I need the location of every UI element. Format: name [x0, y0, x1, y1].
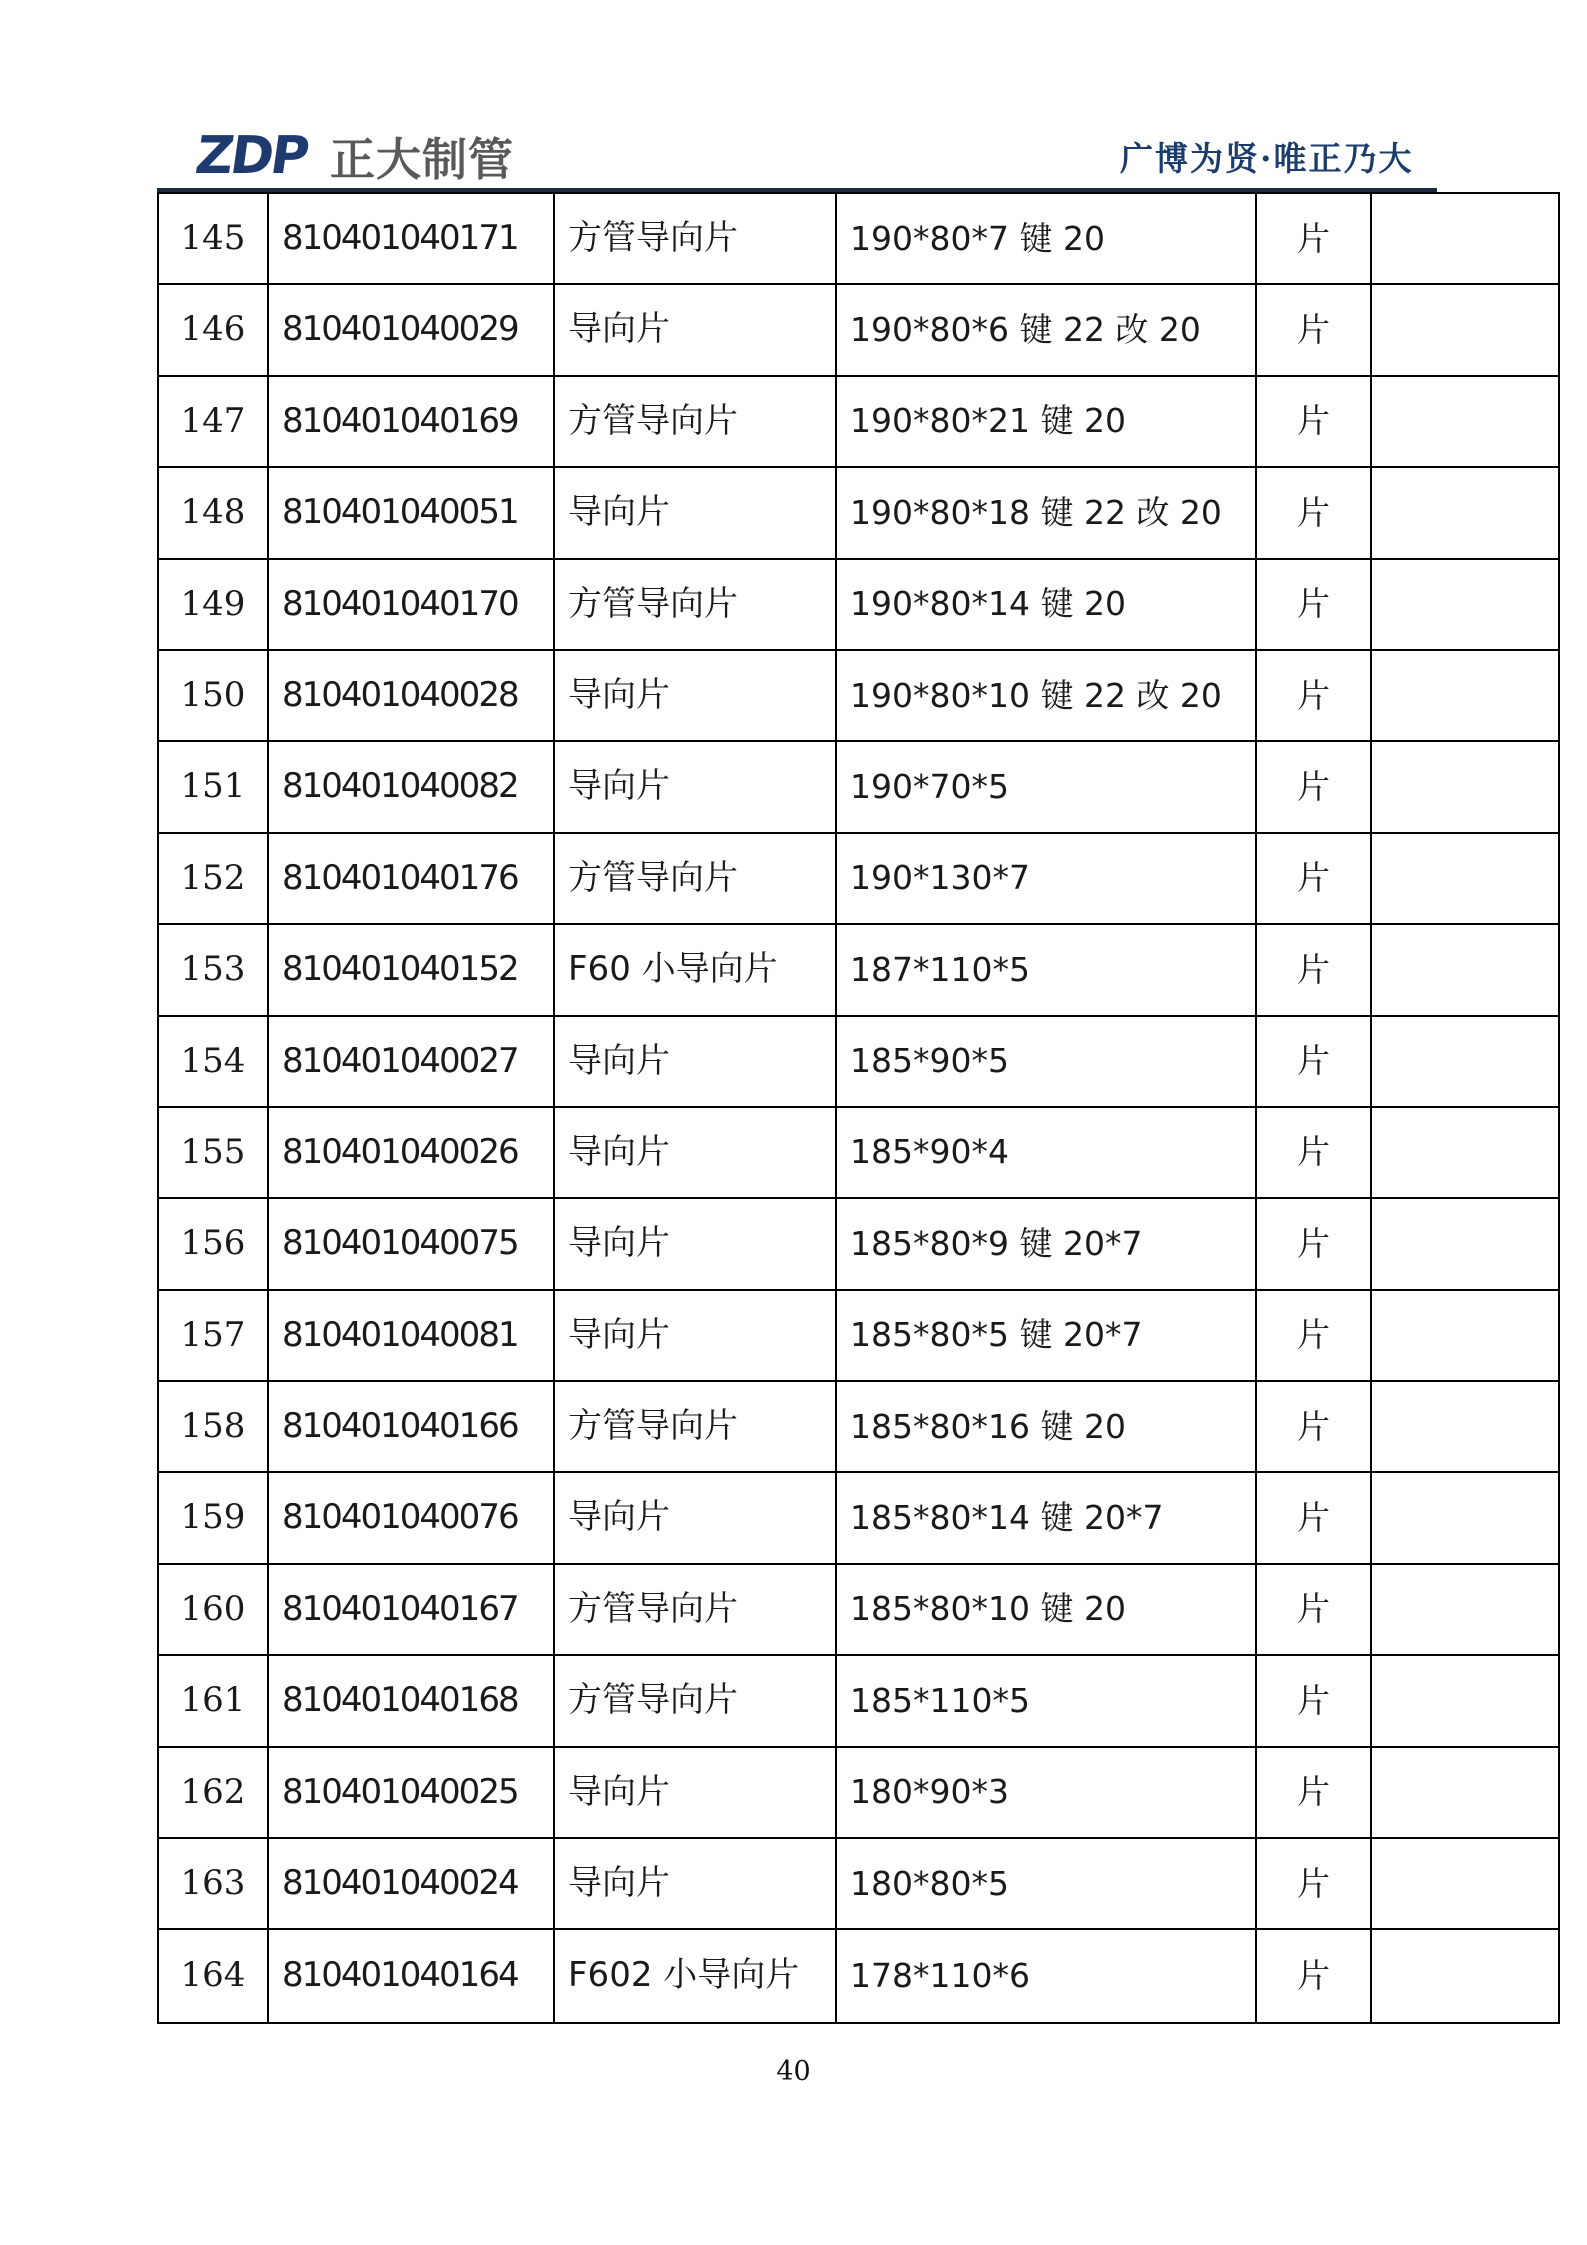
cell-extra [1372, 1473, 1558, 1562]
cell-code: 810401040169 [269, 377, 555, 466]
cell-unit: 片 [1257, 1930, 1372, 2021]
table-row [159, 377, 1558, 468]
cell-unit: 片 [1257, 1017, 1372, 1106]
cell-code: 810401040029 [269, 285, 555, 374]
cell-code: 810401040024 [269, 1839, 555, 1928]
cell-unit: 片 [1257, 1839, 1372, 1928]
cell-no: 152 [159, 834, 269, 923]
cell-no: 155 [159, 1108, 269, 1197]
cell-name: 方管导向片 [555, 377, 837, 466]
table-row [159, 194, 1558, 285]
cell-code: 810401040176 [269, 834, 555, 923]
cell-spec: 178*110*6 [837, 1930, 1257, 2021]
cell-no: 148 [159, 468, 269, 557]
cell-code: 810401040082 [269, 742, 555, 831]
page-number: 40 [776, 2056, 811, 2087]
cell-unit: 片 [1257, 1565, 1372, 1654]
zdp-logo-mark: ZDP [191, 126, 311, 186]
cell-spec: 185*110*5 [837, 1656, 1257, 1745]
cell-spec: 185*90*5 [837, 1017, 1257, 1106]
cell-no: 145 [159, 194, 269, 283]
cell-extra [1372, 1930, 1558, 2021]
cell-no: 160 [159, 1565, 269, 1654]
cell-code: 810401040171 [269, 194, 555, 283]
cell-extra [1372, 1199, 1558, 1288]
cell-name: 方管导向片 [555, 560, 837, 649]
cell-extra [1372, 1565, 1558, 1654]
cell-spec: 190*80*10 键 22 改 20 [837, 651, 1257, 740]
cell-unit: 片 [1257, 1199, 1372, 1288]
company-logo [191, 126, 514, 186]
table-row [159, 1108, 1558, 1199]
cell-unit: 片 [1257, 285, 1372, 374]
cell-code: 810401040025 [269, 1748, 555, 1837]
parts-table-body [159, 194, 1558, 2022]
cell-spec: 180*80*5 [837, 1839, 1257, 1928]
cell-no: 159 [159, 1473, 269, 1562]
cell-unit: 片 [1257, 560, 1372, 649]
cell-code: 810401040027 [269, 1017, 555, 1106]
cell-name: F60 小导向片 [555, 925, 837, 1014]
cell-extra [1372, 468, 1558, 557]
cell-name: 导向片 [555, 1017, 837, 1106]
table-row [159, 1656, 1558, 1747]
cell-name: 方管导向片 [555, 194, 837, 283]
cell-spec: 185*80*9 键 20*7 [837, 1199, 1257, 1288]
cell-no: 154 [159, 1017, 269, 1106]
cell-extra [1372, 925, 1558, 1014]
cell-extra [1372, 742, 1558, 831]
cell-extra [1372, 194, 1558, 283]
cell-unit: 片 [1257, 377, 1372, 466]
cell-unit: 片 [1257, 1473, 1372, 1562]
cell-extra [1372, 651, 1558, 740]
cell-code: 810401040051 [269, 468, 555, 557]
table-row [159, 742, 1558, 833]
cell-no: 158 [159, 1382, 269, 1471]
table-row [159, 1839, 1558, 1930]
cell-unit: 片 [1257, 1748, 1372, 1837]
cell-unit: 片 [1257, 1656, 1372, 1745]
cell-spec: 185*90*4 [837, 1108, 1257, 1197]
cell-name: 导向片 [555, 1748, 837, 1837]
parts-table [157, 192, 1560, 2024]
cell-spec: 190*80*14 键 20 [837, 560, 1257, 649]
table-row [159, 468, 1558, 559]
cell-code: 810401040076 [269, 1473, 555, 1562]
cell-code: 810401040164 [269, 1930, 555, 2021]
cell-spec: 190*80*6 键 22 改 20 [837, 285, 1257, 374]
cell-unit: 片 [1257, 1291, 1372, 1380]
cell-name: 方管导向片 [555, 834, 837, 923]
cell-code: 810401040152 [269, 925, 555, 1014]
cell-no: 157 [159, 1291, 269, 1380]
cell-spec: 190*80*7 键 20 [837, 194, 1257, 283]
cell-extra [1372, 560, 1558, 649]
cell-extra [1372, 1291, 1558, 1380]
cell-code: 810401040170 [269, 560, 555, 649]
cell-unit: 片 [1257, 1382, 1372, 1471]
cell-spec: 185*80*5 键 20*7 [837, 1291, 1257, 1380]
cell-spec: 190*80*18 键 22 改 20 [837, 468, 1257, 557]
table-row [159, 651, 1558, 742]
cell-extra [1372, 377, 1558, 466]
cell-code: 810401040026 [269, 1108, 555, 1197]
cell-code: 810401040081 [269, 1291, 555, 1380]
table-row [159, 1382, 1558, 1473]
cell-unit: 片 [1257, 742, 1372, 831]
cell-extra [1372, 1748, 1558, 1837]
cell-no: 156 [159, 1199, 269, 1288]
cell-extra [1372, 1839, 1558, 1928]
table-row [159, 1565, 1558, 1656]
cell-extra [1372, 1382, 1558, 1471]
cell-unit: 片 [1257, 834, 1372, 923]
cell-spec: 185*80*10 键 20 [837, 1565, 1257, 1654]
cell-code: 810401040028 [269, 651, 555, 740]
cell-name: 方管导向片 [555, 1565, 837, 1654]
cell-name: 导向片 [555, 651, 837, 740]
cell-name: 导向片 [555, 1199, 837, 1288]
cell-name: 导向片 [555, 468, 837, 557]
cell-name: 导向片 [555, 1108, 837, 1197]
cell-unit: 片 [1257, 925, 1372, 1014]
cell-spec: 190*80*21 键 20 [837, 377, 1257, 466]
cell-name: 方管导向片 [555, 1656, 837, 1745]
table-row [159, 834, 1558, 925]
cell-spec: 185*80*16 键 20 [837, 1382, 1257, 1471]
table-row [159, 1291, 1558, 1382]
table-row [159, 1748, 1558, 1839]
cell-no: 150 [159, 651, 269, 740]
cell-no: 151 [159, 742, 269, 831]
cell-name: 导向片 [555, 1291, 837, 1380]
table-row [159, 1017, 1558, 1108]
table-row [159, 1930, 1558, 2021]
cell-extra [1372, 1108, 1558, 1197]
cell-no: 163 [159, 1839, 269, 1928]
cell-code: 810401040075 [269, 1199, 555, 1288]
cell-name: 导向片 [555, 742, 837, 831]
cell-name: 方管导向片 [555, 1382, 837, 1471]
cell-extra [1372, 1656, 1558, 1745]
cell-name: 导向片 [555, 285, 837, 374]
cell-extra [1372, 834, 1558, 923]
cell-no: 146 [159, 285, 269, 374]
cell-code: 810401040168 [269, 1656, 555, 1745]
cell-spec: 187*110*5 [837, 925, 1257, 1014]
cell-name: 导向片 [555, 1473, 837, 1562]
table-row [159, 1199, 1558, 1290]
company-name: 正大制管 [329, 133, 514, 186]
cell-no: 164 [159, 1930, 269, 2021]
cell-spec: 180*90*3 [837, 1748, 1257, 1837]
cell-no: 147 [159, 377, 269, 466]
table-row [159, 560, 1558, 651]
cell-spec: 190*130*7 [837, 834, 1257, 923]
table-row [159, 925, 1558, 1016]
cell-no: 162 [159, 1748, 269, 1837]
cell-code: 810401040167 [269, 1565, 555, 1654]
cell-extra [1372, 1017, 1558, 1106]
cell-no: 149 [159, 560, 269, 649]
cell-unit: 片 [1257, 468, 1372, 557]
table-row [159, 1473, 1558, 1564]
header-slogan: 广博为贤·唯正乃大 [1120, 139, 1414, 178]
cell-extra [1372, 285, 1558, 374]
cell-unit: 片 [1257, 651, 1372, 740]
cell-name: 导向片 [555, 1839, 837, 1928]
cell-name: F602 小导向片 [555, 1930, 837, 2021]
cell-spec: 190*70*5 [837, 742, 1257, 831]
cell-unit: 片 [1257, 1108, 1372, 1197]
cell-no: 153 [159, 925, 269, 1014]
cell-spec: 185*80*14 键 20*7 [837, 1473, 1257, 1562]
cell-code: 810401040166 [269, 1382, 555, 1471]
table-row [159, 285, 1558, 376]
cell-no: 161 [159, 1656, 269, 1745]
cell-unit: 片 [1257, 194, 1372, 283]
